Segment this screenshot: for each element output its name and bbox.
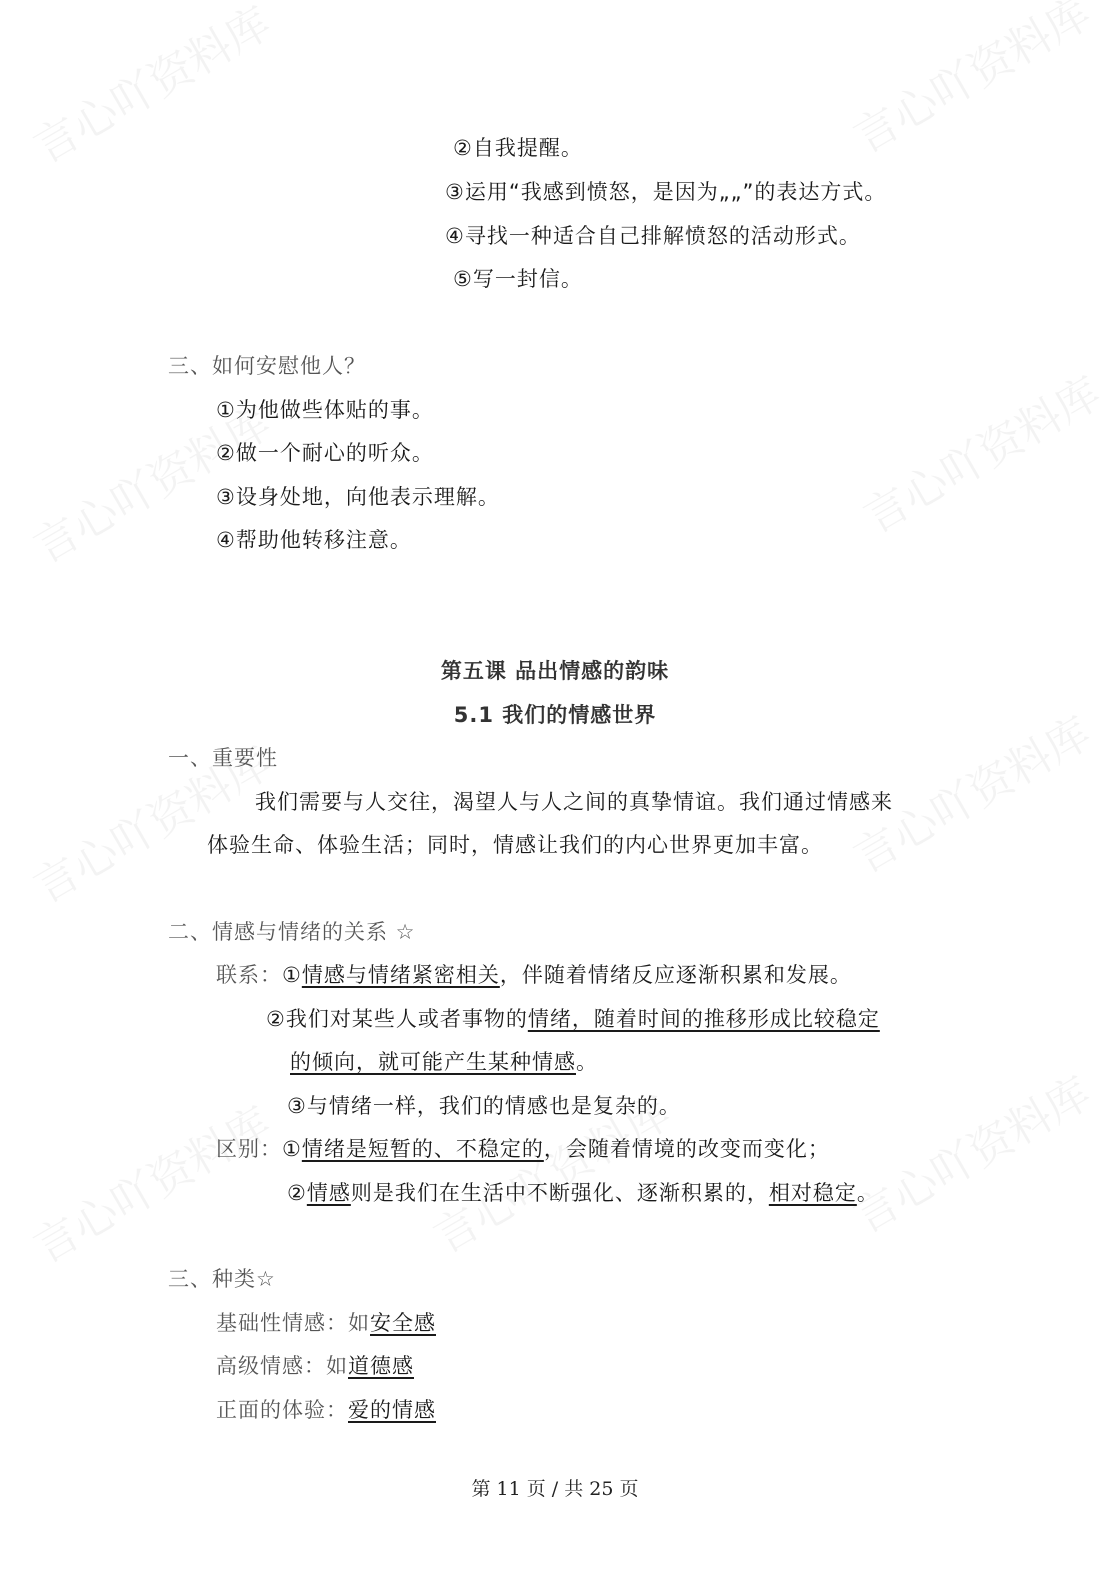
underlined-key-point: 情绪是短暂的、不稳定的 [301, 1137, 544, 1161]
text-span: 则是我们在生活中不断强化、逐渐积累的， [350, 1181, 769, 1205]
underlined-key-point: 的倾向，就可能产生某种情感 [290, 1050, 576, 1074]
text-span: ②我们对某些人或者事物的 [266, 1007, 528, 1031]
underlined-key-point: 相对稳定 [768, 1181, 857, 1205]
underlined-key-point: 安全感 [370, 1311, 436, 1335]
type-positive [216, 1395, 436, 1425]
list-item: ③设身处地，向他表示理解。 [216, 485, 500, 509]
link-item-3: ③与情绪一样，我们的情感也是复杂的。 [287, 1094, 681, 1118]
underlined-key-point: 情感 [306, 1181, 351, 1205]
lesson-subtitle: 5.1 我们的情感世界 [453, 703, 657, 727]
anger-item-4: ④寻找一种适合自己排解愤怒的活动形式。 [445, 224, 861, 248]
lesson-title: 第五课 品出情感的韵味 [440, 659, 670, 683]
number-marker: ② [287, 1181, 307, 1205]
underlined-key-point: 情感与情绪紧密相关 [301, 963, 500, 987]
diff-label: 区别： [216, 1137, 282, 1161]
text-span: ，会随着情境的改变而变化； [543, 1137, 830, 1161]
underlined-key-point: 道德感 [348, 1354, 414, 1378]
type-label: 高级情感：如 [216, 1354, 348, 1378]
type-high [216, 1351, 414, 1381]
paragraph-line: 我们需要与人交往，渴望人与人之间的真挚情谊。我们通过情感来 [255, 790, 893, 814]
page-number: 第 11 页 / 共 25 页 [471, 1478, 639, 1500]
list-item: ②做一个耐心的听众。 [216, 441, 434, 465]
link-item-2-cont [290, 1047, 598, 1077]
section-heading: 二、情感与情绪的关系 ☆ [168, 920, 416, 944]
diff-item-1 [216, 1134, 830, 1164]
text-span: 。 [576, 1050, 598, 1074]
type-label: 基础性情感：如 [216, 1311, 370, 1335]
list-item: ④帮助他转移注意。 [216, 528, 412, 552]
link-label: 联系： [216, 963, 282, 987]
watermark [840, 0, 1101, 165]
text-span: 。 [856, 1181, 879, 1205]
number-marker: ① [282, 1137, 302, 1161]
anger-item-3: ③运用“我感到愤怒，是因为„„”的表达方式。 [445, 180, 887, 204]
anger-item-2: ②自我提醒。 [453, 136, 583, 160]
underlined-key-point: 情绪，随着时间的推移形成比较稳定 [527, 1007, 880, 1031]
section-heading: 三、如何安慰他人？ [168, 354, 366, 378]
diff-item-2 [287, 1178, 879, 1208]
type-label: 正面的体验： [216, 1398, 348, 1422]
section-heading: 一、重要性 [168, 746, 278, 770]
watermark [840, 1058, 1101, 1245]
link-item-2 [266, 1004, 880, 1034]
section-heading: 三、种类☆ [168, 1267, 276, 1291]
underlined-key-point: 爱的情感 [348, 1398, 436, 1422]
watermark [850, 358, 1110, 545]
watermark [20, 1088, 281, 1275]
type-basic [216, 1308, 436, 1338]
paragraph-line: 体验生命、体验生活；同时，情感让我们的内心世界更加丰富。 [207, 833, 823, 857]
link-item-1 [216, 960, 852, 990]
text-span: ，伴随着情绪反应逐渐积累和发展。 [499, 963, 852, 987]
number-marker: ① [282, 963, 302, 987]
list-item: ①为他做些体贴的事。 [216, 398, 434, 422]
watermark [20, 0, 281, 175]
anger-item-5: ⑤写一封信。 [453, 267, 583, 291]
